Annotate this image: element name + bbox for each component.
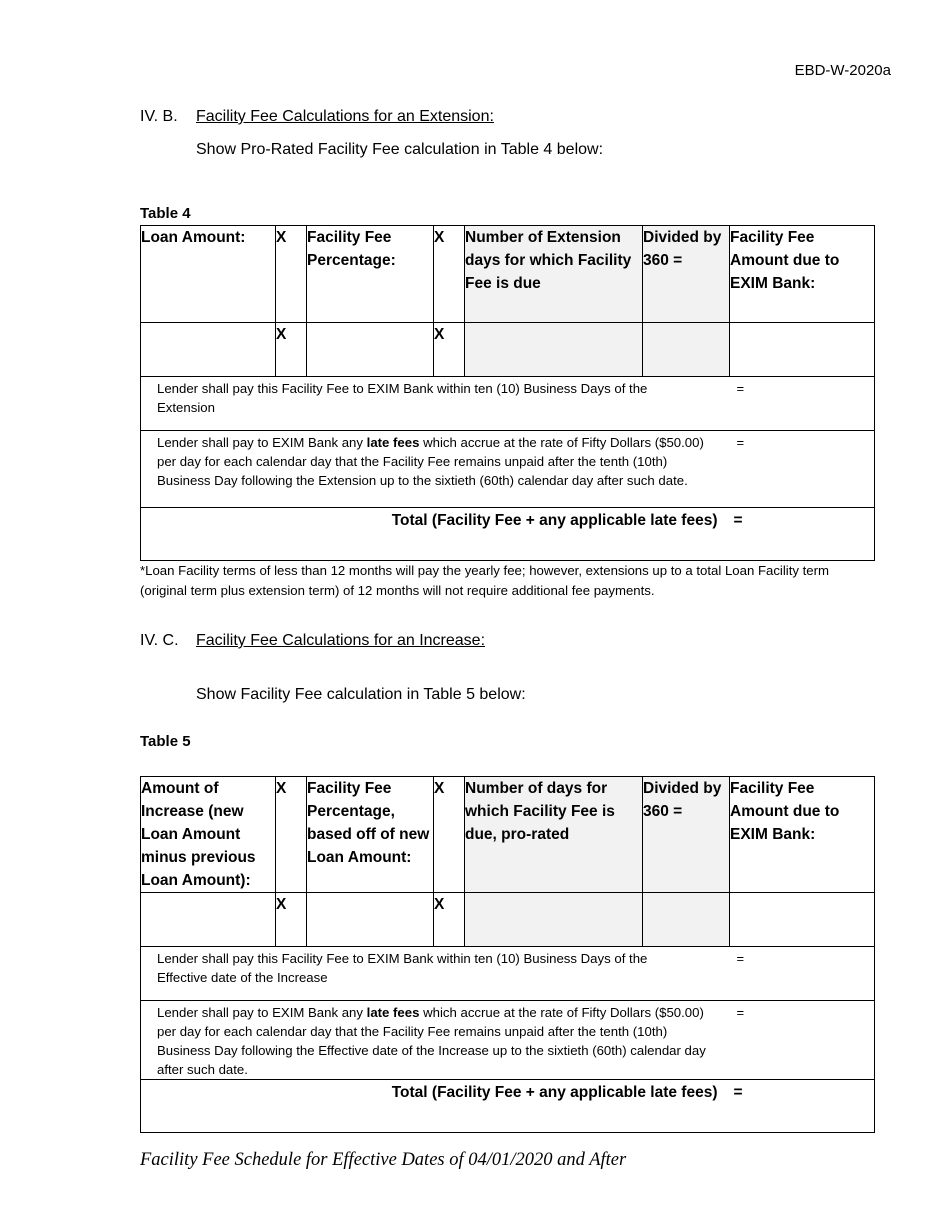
table5-input-row [141, 893, 875, 947]
table4-amount-due-cell[interactable] [730, 323, 875, 377]
table4-multiply-2-cell: X [434, 323, 465, 377]
table4-label: Table 4 [140, 205, 191, 222]
table5-pay-row [141, 947, 875, 1001]
table4-late-row [141, 431, 875, 508]
table5-header-row [141, 777, 875, 893]
table4-multiply-1-cell: X [276, 323, 307, 377]
section-c-title: Facility Fee Calculations for an Increase: [196, 632, 486, 649]
section-c-heading [140, 632, 485, 650]
table4-header-row [141, 226, 875, 323]
table4-header-multiply-2: X [434, 226, 465, 323]
footer-text: Facility Fee Schedule for Effective Dates of 04/01/2020 and After [140, 1150, 627, 1170]
table4-pay-text: Lender shall pay this Facility Fee to EXIM Bank within ten (10) Business Days of the Extension [157, 381, 648, 415]
table5-header-multiply-1: X [276, 777, 307, 893]
table4-late-fees-bold: late fees [366, 435, 420, 450]
section-c-number: IV. C. [140, 632, 179, 649]
table4-extension-days-cell[interactable] [465, 323, 643, 377]
table-4 [140, 225, 875, 561]
table5-pay-equals: = [736, 951, 745, 966]
table5-header-multiply-2: X [434, 777, 465, 893]
table5-header-fee-percentage: Facility Fee Percentage, based off of new Loan Amount: [307, 777, 434, 893]
table-5 [140, 776, 875, 1133]
table4-total-label: Total (Facility Fee + any applicable late fees) [391, 512, 718, 529]
table5-multiply-1-cell: X [276, 893, 307, 947]
table5-label: Table 5 [140, 733, 191, 750]
table5-divided-cell[interactable] [643, 893, 730, 947]
table4-total-row [141, 508, 875, 561]
table4-input-row [141, 323, 875, 377]
table4-late-text: Lender shall pay to EXIM Bank any late fees which accrue at the rate of Fifty Dollars ($50.00) per day for each calendar day that the Facility Fee remains unpaid after the tenth (10th) Business Day following the Extension up to the sixtieth (60th) calendar day after such date. [157, 435, 704, 488]
table4-total-equals: = [733, 512, 743, 529]
table4-pay-row [141, 377, 875, 431]
table4-header-multiply-1: X [276, 226, 307, 323]
table5-header-days: Number of days for which Facility Fee is due, pro-rated [465, 777, 643, 893]
table4-header-loan-amount: Loan Amount: [141, 226, 276, 323]
section-b-title: Facility Fee Calculations for an Extension: [196, 108, 494, 125]
table5-total-equals: = [733, 1084, 743, 1101]
table5-amount-due-cell[interactable] [730, 893, 875, 947]
document-id: EBD-W-2020a [794, 62, 891, 79]
footnote: *Loan Facility terms of less than 12 months will pay the yearly fee; however, extensions up to a total Loan Facility term (original term plus extension term) of 12 months will not require additional fee payments. [140, 563, 830, 598]
table4-pay-equals: = [736, 381, 745, 396]
table5-late-fees-bold: late fees [366, 1005, 420, 1020]
section-b-heading [140, 108, 494, 126]
table5-late-equals: = [736, 1005, 745, 1020]
section-b-number: IV. B. [140, 108, 178, 125]
table5-header-divided-by-360: Divided by 360 = [643, 777, 730, 893]
section-b-instruction: Show Pro-Rated Facility Fee calculation in Table 4 below: [196, 141, 604, 158]
table5-header-amount-due: Facility Fee Amount due to EXIM Bank: [730, 777, 875, 893]
table4-header-divided-by-360: Divided by 360 = [643, 226, 730, 323]
table5-total-row [141, 1080, 875, 1133]
table5-header-amount-increase: Amount of Increase (new Loan Amount minus previous Loan Amount): [141, 777, 276, 893]
table5-multiply-2-cell: X [434, 893, 465, 947]
table4-late-equals: = [736, 435, 745, 450]
table5-late-text: Lender shall pay to EXIM Bank any late fees which accrue at the rate of Fifty Dollars ($50.00) per day for each calendar day that the Facility Fee remains unpaid after the tenth (10th) Business Day following the Effective date of the Increase up to the sixtieth (60th) calendar day after such date. [157, 1005, 706, 1077]
table4-header-fee-percentage: Facility Fee Percentage: [307, 226, 434, 323]
table5-pay-text: Lender shall pay this Facility Fee to EXIM Bank within ten (10) Business Days of the Effective date of the Increase [157, 951, 648, 985]
table5-late-row [141, 1001, 875, 1080]
table4-divided-cell[interactable] [643, 323, 730, 377]
table5-amount-increase-cell[interactable] [141, 893, 276, 947]
table5-fee-percentage-cell[interactable] [307, 893, 434, 947]
table4-loan-amount-cell[interactable] [141, 323, 276, 377]
section-c-instruction: Show Facility Fee calculation in Table 5 below: [196, 686, 526, 703]
table4-header-amount-due: Facility Fee Amount due to EXIM Bank: [730, 226, 875, 323]
table4-fee-percentage-cell[interactable] [307, 323, 434, 377]
table4-header-extension-days: Number of Extension days for which Facility Fee is due [465, 226, 643, 323]
table5-days-cell[interactable] [465, 893, 643, 947]
table5-total-label: Total (Facility Fee + any applicable late fees) [391, 1084, 718, 1101]
